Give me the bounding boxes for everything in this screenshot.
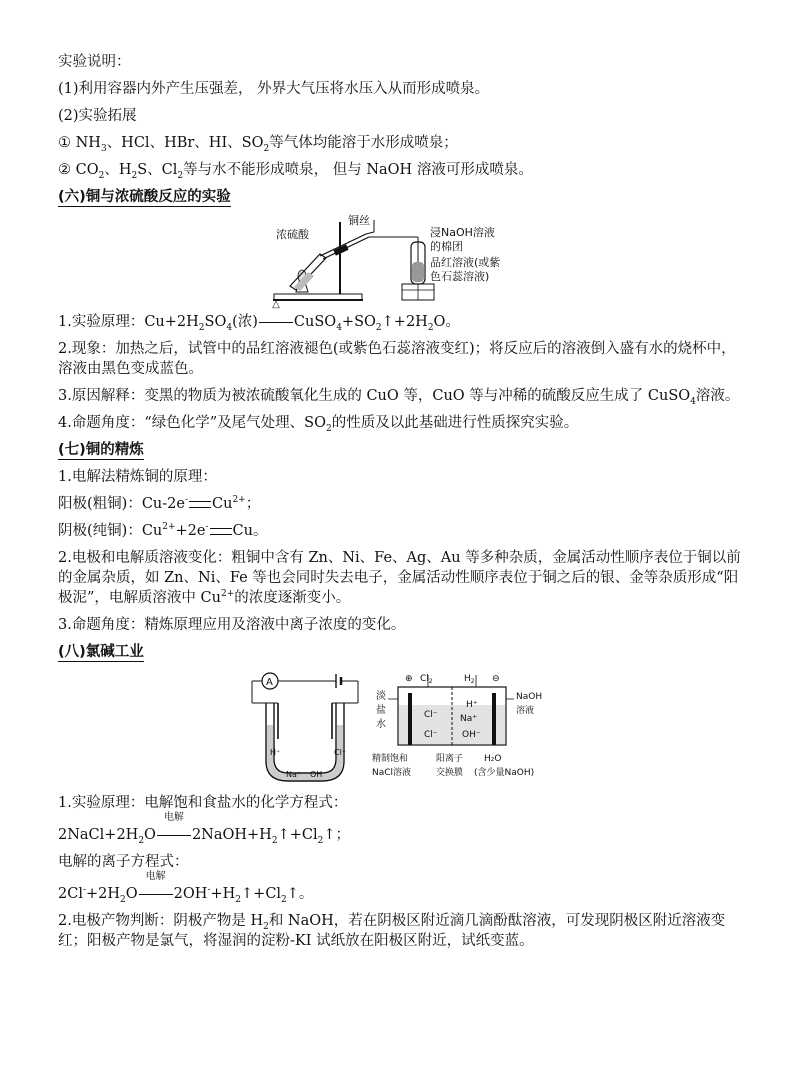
cell-cl-ion-2: Cl⁻ [424, 730, 438, 740]
cell-cl-ion: Cl⁻ [424, 710, 438, 720]
dilute-brine-3: 水 [376, 719, 386, 730]
cell-oh-ion: OH⁻ [462, 730, 481, 740]
section6-heading: (六)铜与浓硫酸反应的实验 [58, 189, 231, 205]
s6-explanation: 3.原因解释：变黑的物质为被浓硫酸氧化生成的 CuO 等，CuO 等与冲稀的硫酸反应生成了 CuSO$_4$溶液。 [58, 388, 740, 407]
note-4: ② $CO_2$、$H_2S$、$Cl_2$等与水不能形成喷泉， 但与 NaOH 溶液可形成喷泉。 [58, 162, 533, 181]
membrane-1: 阳离子 [436, 754, 464, 764]
ammeter-label: A [266, 677, 273, 688]
naoh-out-1: NaOH [516, 692, 543, 702]
label-h2: $H_2$ [464, 674, 475, 685]
sat-brine-1: 精制饱和 [372, 754, 409, 764]
chlor-alkali-apparatus [248, 669, 558, 787]
water-in-1: H₂O [484, 754, 502, 764]
s7-anode: 阳极(粗铜)：Cu-2e- $Cu^{2+}$； [58, 495, 261, 512]
s7-principle: 1.电解法精炼铜的原理： [58, 469, 217, 485]
s8-principle: 1.实验原理：电解饱和食盐水的化学方程式： [58, 795, 348, 811]
label-dye-1: 品红溶液(或紫 [430, 256, 501, 269]
s8-eq1: $2NaCl+2H_2O$ 电解 $2NaOH+H_2↑+Cl_2↑$； [58, 812, 350, 846]
cathode-minus: ⊖ [492, 674, 500, 684]
cell-na-ion: Na⁺ [460, 714, 477, 724]
s8-products: 2.电极产物判断：阴极产物是 $H_2$和 NaOH，若在阴极区附近滴几滴酚酞溶液，可发现阴极区附近溶液变红；阳极产物是氯气，将湿润的淀粉-KI 试纸放在阳极区附近，试纸变蓝。 [58, 913, 726, 949]
anode-plus: ⊕ [405, 674, 413, 684]
s6-phenomenon: 2.现象：加热之后，试管中的品红溶液褪色(或紫色石蕊溶液变红)；将反应后的溶液倒入盛有水的烧杯中，溶液由黑色变成蓝色。 [58, 341, 736, 377]
s8-eq2: $2Cl^-+2H_2O$ 电解 $2OH^-+H_2↑+Cl_2↑$。 [58, 871, 314, 905]
water-in-2: (含少量NaOH) [474, 768, 535, 778]
ion-na-left: Na⁺ [286, 770, 302, 779]
label-conc-acid: 浓硫酸 [276, 228, 309, 241]
ion-oh-left: OH⁻ [310, 770, 327, 779]
sat-brine-2: NaCl溶液 [372, 768, 412, 778]
note-2: (2)实验拓展 [58, 108, 137, 124]
naoh-out-2: 溶液 [516, 706, 535, 716]
section8-heading: (八)氯碱工业 [58, 644, 144, 660]
label-copper-wire: 铜丝 [348, 214, 370, 227]
dilute-brine-2: 盐 [376, 705, 386, 716]
document-page [58, 52, 748, 958]
label-cotton-2: 的棉团 [430, 240, 463, 253]
section7-heading: (七)铜的精炼 [58, 442, 144, 458]
dilute-brine-1: 淡 [376, 691, 386, 702]
copper-sulfuric-apparatus [268, 214, 538, 306]
label-cl2: $Cl_2$ [420, 674, 433, 685]
s7-changes: 2.电极和电解质溶液变化：粗铜中含有 Zn、Ni、Fe、Ag、Au 等多种杂质，金属活动性顺序表位于铜以前的金属杂质，如 Zn、Ni、Fe 等也会同时失去电子，金属活动性顺序表位于铜之后的银、金等杂质形成“阳极泥”，电解质溶液中 $Cu^{2+}$的浓度逐渐变小。 [58, 550, 741, 606]
label-cotton-1: 浸NaOH溶液 [430, 226, 495, 239]
membrane-2: 交换膜 [436, 768, 464, 778]
s6-principle: 1.实验原理：$Cu+2H_2SO_4$(浓) △ $CuSO_4+SO_2↑+2H_2O$。 [58, 299, 460, 333]
ion-h-left: H⁺ [270, 748, 281, 757]
notes-title: 实验说明： [58, 54, 131, 70]
s6-angle: 4.命题角度：“绿色化学”及尾气处理、$SO_2$的性质及以此基础进行性质探究实验。 [58, 415, 579, 434]
s7-angle: 3.命题角度：精炼原理应用及溶液中离子浓度的变化。 [58, 617, 406, 633]
cell-h-ion: H⁺ [466, 700, 478, 710]
note-1: (1)利用容器内外产生压强差， 外界大气压将水压入从而形成喷泉。 [58, 81, 490, 97]
ion-cl-left: Cl⁻ [334, 748, 347, 757]
s7-cathode: 阴极(纯铜)：$Cu^{2+}+2e^-$ Cu。 [58, 522, 268, 539]
label-dye-2: 色石蕊溶液) [430, 270, 490, 283]
note-3: ① $NH_3$、HCl、HBr、HI、$SO_2$等气体均能溶于水形成喷泉； [58, 135, 458, 154]
s8-ionic-title: 电解的离子方程式： [58, 854, 189, 870]
